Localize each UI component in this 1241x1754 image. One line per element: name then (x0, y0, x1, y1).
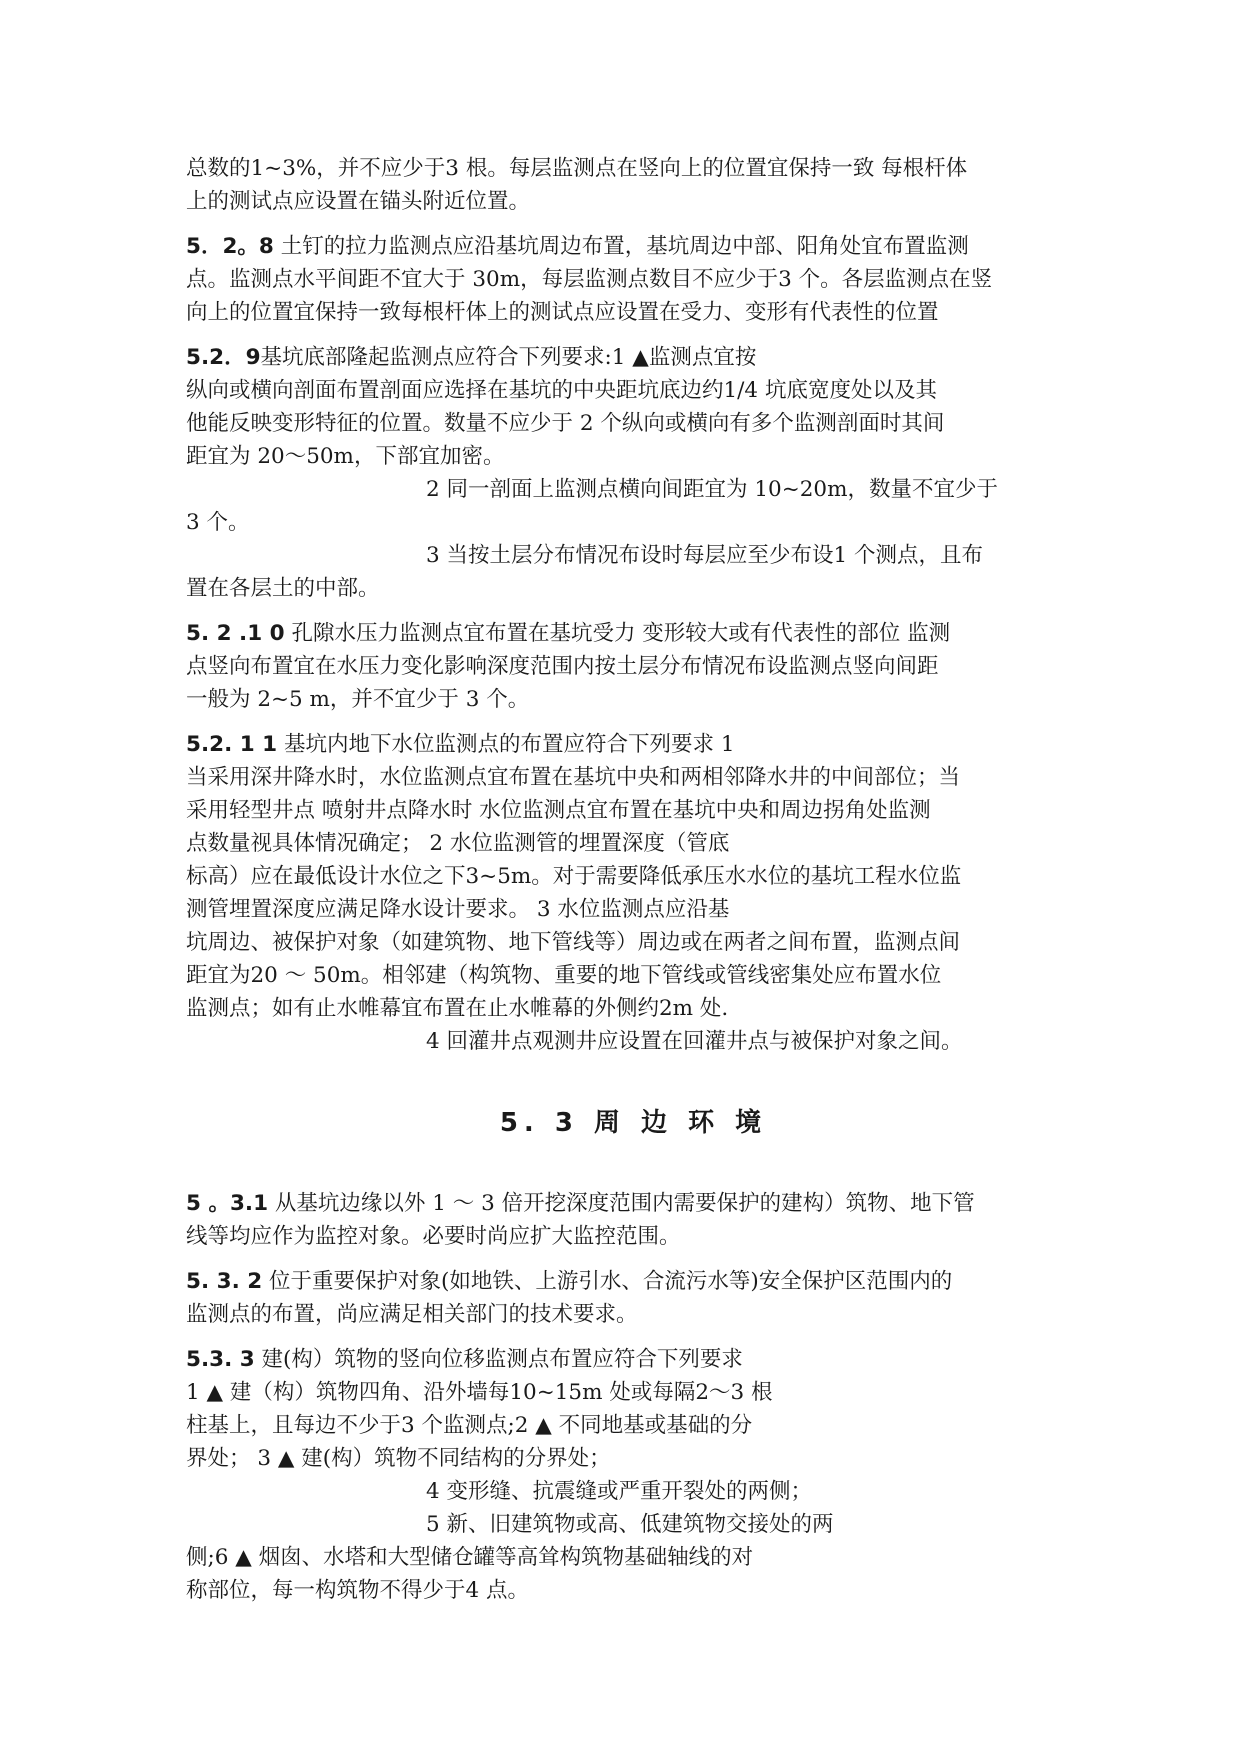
clause-number: 5．2。8 (186, 234, 274, 259)
text-line: 线等均应作为监控对象。必要时尚应扩大监控范围。 (186, 1224, 681, 1249)
clause-5-2-10 (186, 617, 1081, 716)
text-line: 点竖向布置宜在水压力变化影响深度范围内按土层分布情况布设监测点竖向间距 (186, 654, 939, 679)
clause-number: 5.3. 3 (186, 1347, 255, 1372)
text-line (186, 1343, 1081, 1376)
clause-text: 基坑内地下水位监测点的布置应符合下列要求 1 (277, 732, 735, 757)
text-line: 坑周边、被保护对象（如建筑物、地下管线等）周边或在两者之间布置，监测点间 (186, 930, 961, 955)
text-line (186, 728, 1081, 761)
text-line: 界处； 3 ▲ 建(构）筑物不同结构的分界处； (186, 1446, 611, 1471)
list-item-4: 4 变形缝、抗震缝或严重开裂处的两侧； (426, 1479, 813, 1504)
text-line: 距宜为20 ～ 50m。相邻建（构筑物、重要的地下管线或管线密集处应布置水位 (186, 963, 942, 988)
clause-5-3-3 (186, 1343, 1081, 1607)
list-item-5: 5 新、旧建筑物或高、低建筑物交接处的两 (426, 1512, 834, 1537)
text-line: 称部位，每一构筑物不得少于4 点。 (186, 1578, 530, 1603)
text-line: 监测点；如有止水帷幕宜布置在止水帷幕的外侧约2m 处. (186, 996, 729, 1021)
clause-text: 孔隙水压力监测点宜布置在基坑受力 变形较大或有代表性的部位 监测 (284, 621, 951, 646)
text-line: 点数量视具体情况确定； 2 水位监测管的埋置深度（管底 (186, 831, 730, 856)
clause-number: 5.2．9 (186, 345, 261, 370)
list-item-3: 3 当按土层分布情况布设时每层应至少布设1 个测点，且布 (426, 543, 984, 568)
clause-number: 5.2. 1 1 (186, 732, 278, 757)
text-line: 距宜为 20～50m，下部宜加密。 (186, 444, 505, 469)
section-heading: 5. 3 周 边 环 境 (499, 1108, 768, 1138)
clause-text: 从基坑边缘以外 1 ～ 3 倍开挖深度范围内需要保护的建构）筑物、地下管 (268, 1191, 975, 1216)
clause-number: 5. 3. 2 (186, 1269, 263, 1294)
text-line: 总数的1~3%，并不应少于3 根。每层监测点在竖向上的位置宜保持一致 每根杆体 (186, 156, 968, 181)
text-line (186, 341, 1081, 374)
clause-text: 位于重要保护对象(如地铁、上游引水、合流污水等)安全保护区范围内的 (262, 1269, 953, 1294)
text-line: 上的测试点应设置在锚头附近位置。 (186, 189, 531, 214)
text-line: 置在各层土的中部。 (186, 576, 380, 601)
text-line: 向上的位置宜保持一致每根杆体上的测试点应设置在受力、变形有代表性的位置 (186, 300, 939, 325)
clause-5-2-8 (186, 230, 1081, 329)
text-line: 侧;6 ▲ 烟囱、水塔和大型储仓罐等高耸构筑物基础轴线的对 (186, 1545, 754, 1570)
text-line: 一般为 2~5 m，并不宜少于 3 个。 (186, 687, 530, 712)
list-item-2: 2 同一剖面上监测点横向间距宜为 10~20m，数量不宜少于 (426, 477, 998, 502)
text-line: 1 ▲ 建（构）筑物四角、沿外墙每10~15m 处或每隔2～3 根 (186, 1380, 773, 1405)
clause-text: 基坑底部隆起监测点应符合下列要求:1 ▲监测点宜按 (260, 345, 757, 370)
clause-text: 建(构）筑物的竖向位移监测点布置应符合下列要求 (254, 1347, 743, 1372)
text-line (186, 617, 1081, 650)
clause-5-2-9 (186, 341, 1081, 605)
text-line: 测管埋置深度应满足降水设计要求。 3 水位监测点应沿基 (186, 897, 730, 922)
text-line: 标高）应在最低设计水位之下3~5m。对于需要降低承压水水位的基坑工程水位监 (186, 864, 962, 889)
paragraph-anchor-test-points (186, 152, 1081, 218)
clause-number: 5. 2 .1 0 (186, 621, 285, 646)
text-line: 采用轻型井点 喷射井点降水时 水位监测点宜布置在基坑中央和周边拐角处监测 (186, 798, 931, 823)
text-line: 监测点的布置，尚应满足相关部门的技术要求。 (186, 1302, 638, 1327)
clause-number: 5 。3.1 (186, 1191, 269, 1216)
clause-5-3-2 (186, 1265, 1081, 1331)
text-line (186, 230, 1081, 263)
text-line: 当采用深井降水时，水位监测点宜布置在基坑中央和两相邻降水井的中间部位；当 (186, 765, 961, 790)
text-line: 纵向或横向剖面布置剖面应选择在基坑的中央距坑底边约1/4 坑底宽度处以及其 (186, 378, 937, 403)
clause-text: 土钉的拉力监测点应沿基坑周边布置，基坑周边中部、阳角处宜布置监测 (273, 234, 969, 259)
text-line: 点。监测点水平间距不宜大于 30m，每层监测点数目不应少于3 个。各层监测点在竖 (186, 267, 993, 292)
text-line: 柱基上，且每边不少于3 个监测点;2 ▲ 不同地基或基础的分 (186, 1413, 753, 1438)
text-line: 他能反映变形特征的位置。数量不应少于 2 个纵向或横向有多个监测剖面时其间 (186, 411, 945, 436)
clause-5-3-1 (186, 1187, 1081, 1253)
text-line: 3 个。 (186, 510, 250, 535)
text-line (186, 1187, 1081, 1220)
clause-5-2-11 (186, 728, 1081, 1058)
list-item-4: 4 回灌井点观测井应设置在回灌井点与被保护对象之间。 (426, 1029, 963, 1054)
text-line (186, 1265, 1081, 1298)
